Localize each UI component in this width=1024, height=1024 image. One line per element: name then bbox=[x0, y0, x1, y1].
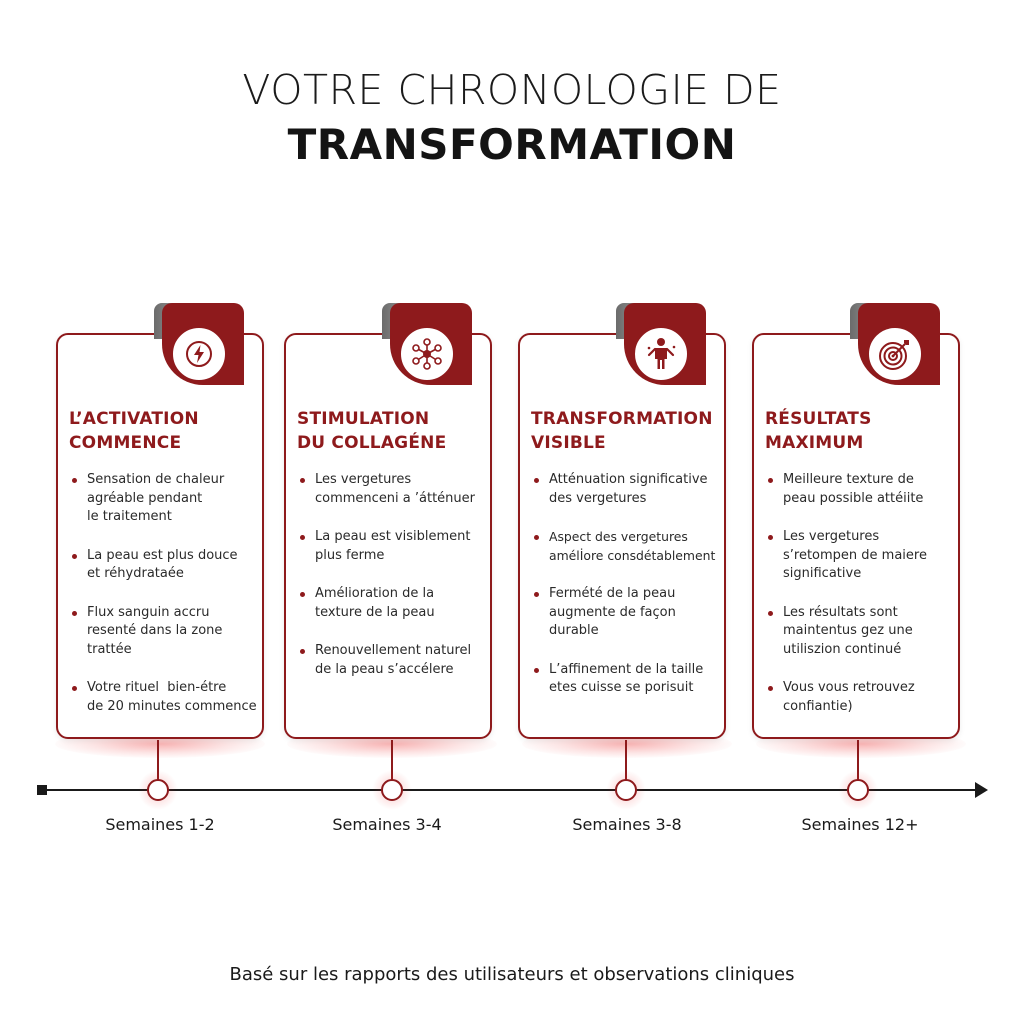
period-label: Semaines 12+ bbox=[801, 815, 919, 834]
list-item: Aspect des vergetures amélİore consdétablement bbox=[531, 528, 727, 565]
list-item: Flux sanguin accru resenté dans la zone trattée bbox=[69, 604, 265, 660]
title-line-1: VOTRE CHRONOLOGIE DE bbox=[242, 66, 782, 114]
list-item: Renouvellement naturel de la peau s’accélere bbox=[297, 642, 493, 679]
stage-card-results bbox=[752, 333, 960, 739]
stage-title: L’ACTIVATION COMMENCE bbox=[69, 409, 199, 453]
stage-title: TRANSFORMATION VISIBLE bbox=[531, 409, 713, 453]
card-ribbon bbox=[616, 303, 706, 385]
list-item: Meilleure texture de peau possible attéiite bbox=[765, 471, 961, 508]
timeline-start-marker bbox=[37, 785, 47, 795]
list-item: La peau est plus douce et réhydrataée bbox=[69, 547, 265, 584]
timeline-node bbox=[147, 779, 169, 801]
list-item: Les vergetures commenceni a ’átténuer bbox=[297, 471, 493, 508]
stage-title: STIMULATION DU COLLAGÉNE bbox=[297, 409, 447, 453]
stage-card-collagen bbox=[284, 333, 492, 739]
period-label: Semaines 3-4 bbox=[332, 815, 442, 834]
stage-card-transformation bbox=[518, 333, 726, 739]
list-item: Vous vous retrouvez confiantie) bbox=[765, 679, 961, 716]
stage-list bbox=[765, 471, 961, 736]
timeline-arrow-icon bbox=[975, 782, 988, 798]
list-item: Amélioration de la texture de la peau bbox=[297, 585, 493, 622]
stage-list bbox=[531, 471, 727, 718]
list-item: La peau est visiblement plus ferme bbox=[297, 528, 493, 565]
list-item: Fermété de la peau augmente de façon durable bbox=[531, 585, 727, 641]
card-ribbon bbox=[382, 303, 472, 385]
molecule-icon bbox=[398, 325, 456, 383]
list-item: L’affinement de la taille etes cuisse se porisuit bbox=[531, 661, 727, 698]
stage-list bbox=[297, 471, 493, 699]
list-item: Les résultats sont maintentus gez une utiliszion continué bbox=[765, 604, 961, 660]
card-ribbon bbox=[154, 303, 244, 385]
target-icon bbox=[866, 325, 924, 383]
timeline-node bbox=[381, 779, 403, 801]
timeline-node bbox=[847, 779, 869, 801]
list-item: Atténuation significative des vergetures bbox=[531, 471, 727, 508]
list-item: Votre rituel bien-étre de 20 minutes commence bbox=[69, 679, 265, 716]
list-item: Les vergetures s’retompen de maiere significative bbox=[765, 528, 961, 584]
stage-title: RÉSULTATS MAXIMUM bbox=[765, 409, 872, 453]
footer-note: Basé sur les rapports des utilisateurs et observations cliniques bbox=[229, 964, 795, 985]
stage-card-activation bbox=[56, 333, 264, 739]
list-item: Sensation de chaleur agréable pendant le traitement bbox=[69, 471, 265, 527]
card-ribbon bbox=[850, 303, 940, 385]
period-label: Semaines 3-8 bbox=[572, 815, 682, 834]
person-icon bbox=[632, 325, 690, 383]
lightning-icon bbox=[170, 325, 228, 383]
title-line-2: TRANSFORMATION bbox=[287, 120, 737, 169]
stage-list bbox=[69, 471, 265, 736]
timeline-node bbox=[615, 779, 637, 801]
period-label: Semaines 1-2 bbox=[105, 815, 215, 834]
